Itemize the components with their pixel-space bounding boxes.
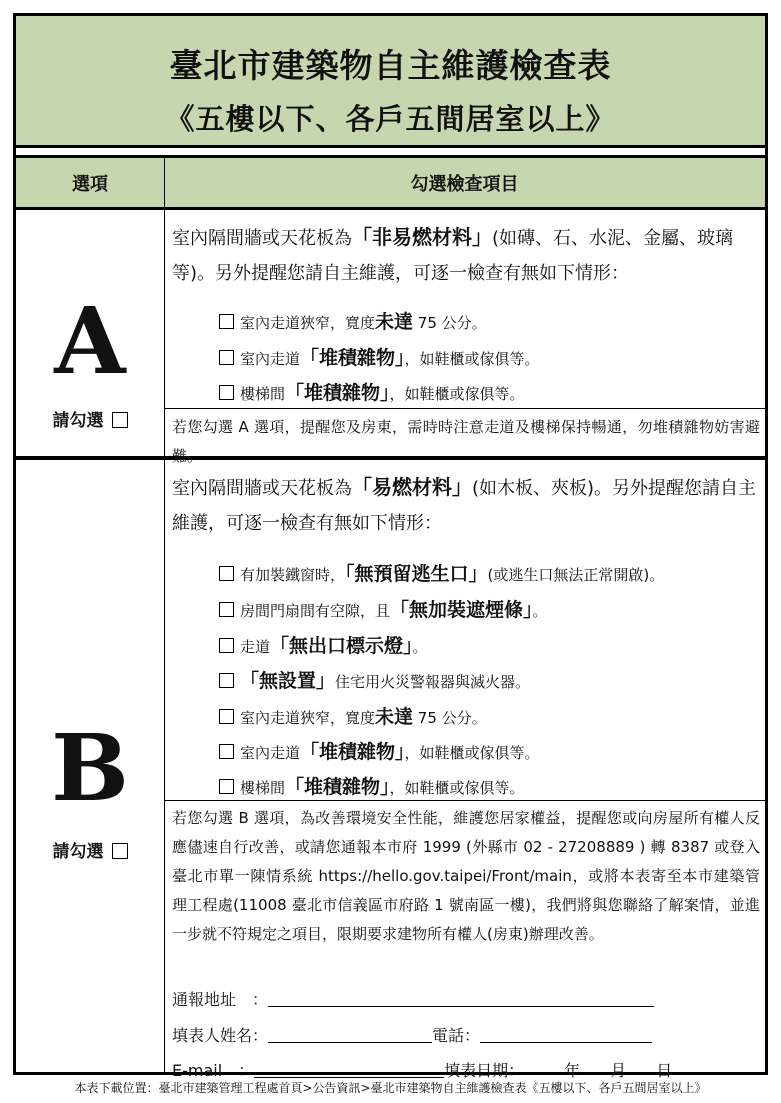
section-b-check[interactable] [16, 837, 164, 862]
item-text: 走道 [240, 638, 271, 656]
section-a-note: 若您勾選 A 選項，提醒您及房東，需時時注意走道及樓梯保持暢通，勿堆積雜物妨害避難。 [172, 418, 760, 465]
item-text: 室內走道 [240, 350, 301, 368]
check-item[interactable] [219, 702, 487, 729]
check-label: 請勾選 [52, 842, 104, 862]
checkbox[interactable] [219, 709, 234, 724]
item-text-post: 75 公分。 [413, 314, 487, 332]
item-text-post: ，如鞋櫃或傢俱等。 [404, 744, 540, 762]
intro-emphasis: 「非易燃材料」 [352, 225, 492, 249]
title-banner [16, 16, 765, 148]
checkbox-a[interactable] [112, 412, 128, 428]
checkbox[interactable] [219, 566, 234, 581]
name-line[interactable] [268, 1028, 432, 1043]
checkbox[interactable] [219, 744, 234, 759]
email-date-row [172, 1058, 672, 1081]
intro-text-post: (如木板、夾板)。另外提醒您請自主維護，可逐一檢查有無如下情形： [172, 478, 757, 534]
intro-text: 室內隔間牆或天花板為 [172, 478, 352, 499]
option-letter-b: B [51, 714, 129, 822]
day-label: 日 [656, 1061, 673, 1080]
item-emphasis: 「無預留逃生口」 [345, 563, 488, 585]
item-text-post: 住宅用火災警報器與滅火器。 [335, 673, 531, 691]
form-subtitle: 《五樓以下、各戶五間居室以上》 [165, 102, 616, 136]
address-field[interactable] [172, 987, 654, 1010]
intro-emphasis: 「易燃材料」 [352, 475, 472, 499]
check-item[interactable] [219, 666, 530, 693]
month-label: 月 [610, 1061, 627, 1080]
section-b-option [16, 460, 165, 1072]
header-option: 選項 [16, 158, 165, 207]
item-text: 樓梯間 [240, 385, 286, 403]
item-text-post: ，如鞋櫃或傢俱等。 [404, 350, 540, 368]
section-b-divider [164, 800, 765, 801]
item-text-post: 。 [412, 638, 428, 656]
checkbox[interactable] [219, 314, 234, 329]
item-emphasis: 「無加裝遮煙條」 [390, 599, 533, 621]
item-emphasis: 「無設置」 [240, 670, 336, 692]
item-text: 室內走道狹窄，寬度 [240, 709, 376, 727]
item-text: 房間門扇間有空隙，且 [240, 602, 391, 620]
name-phone-row [172, 1023, 652, 1046]
item-emphasis: 「無出口標示燈」 [270, 635, 413, 657]
item-emphasis: 「堆積雜物」 [300, 741, 405, 763]
address-label: 通報地址 ： [172, 990, 269, 1009]
header-check-items: 勾選檢查項目 [410, 173, 519, 195]
item-text-post: ，如鞋櫃或傢俱等。 [389, 779, 525, 797]
checkbox[interactable] [219, 779, 234, 794]
intro-text: 室內隔間牆或天花板為 [172, 228, 352, 249]
check-item[interactable] [219, 378, 525, 405]
item-emphasis: 「堆積雜物」 [285, 382, 390, 404]
item-text-post: (或逃生口無法正常開啟)。 [487, 566, 665, 584]
intro-text-post: (如磚、石、水泥、金屬、玻璃等)。另外提醒您請自主維護，可逐一檢查有無如下情形： [172, 228, 734, 284]
checkbox[interactable] [219, 638, 234, 653]
address-line[interactable] [268, 992, 654, 1007]
item-text: 樓梯間 [240, 779, 286, 797]
email-line[interactable] [254, 1063, 444, 1078]
check-item[interactable] [219, 343, 540, 370]
section-a [16, 210, 765, 465]
check-item[interactable] [219, 595, 548, 622]
section-a-option [16, 210, 165, 456]
phone-line[interactable] [480, 1028, 652, 1043]
phone-label: 電話： [432, 1026, 481, 1045]
check-item[interactable] [219, 631, 428, 658]
check-item[interactable] [219, 737, 540, 764]
section-a-divider [164, 408, 765, 409]
item-text: 有加裝鐵窗時， [240, 566, 346, 584]
option-letter-a: A [54, 287, 126, 395]
item-emphasis: 未達 [375, 706, 414, 728]
year-label: 年 [564, 1061, 581, 1080]
item-text-post: 。 [532, 602, 548, 620]
checkbox[interactable] [219, 673, 234, 688]
email-label: E-mail ： [172, 1061, 255, 1080]
form-frame [13, 13, 768, 1080]
title-spacer [16, 148, 765, 158]
item-text: 室內走道狹窄，寬度 [240, 314, 376, 332]
check-label: 請勾選 [52, 411, 104, 431]
item-emphasis: 「堆積雜物」 [285, 776, 390, 798]
item-emphasis: 「堆積雜物」 [300, 347, 405, 369]
date-label: 填表日期： [444, 1061, 525, 1080]
check-item[interactable] [219, 307, 487, 334]
section-b-note: 若您勾選 B 選項，為改善環境安全性能，維護您居家權益，提醒您或向房屋所有權人反應儘速自行改善，或請您通報本市府 1999 (外縣市 02 - 27208889 ) 轉 8387 或登入臺北市單一陳情系統 https://hello.gov.taipei/Front/main，或將本表寄至本市建築管理工程處(11008 臺北市信義區市府路 1 號南區一樓)，我們將與您聯絡了解案情，並進一步就不符規定之項目，限期要求建物所有權人(房東)辦理改善。 [172, 809, 760, 943]
checkbox-b[interactable] [112, 843, 128, 859]
item-text: 室內走道 [240, 744, 301, 762]
section-a-check[interactable] [16, 406, 164, 431]
section-a-intro [172, 220, 760, 291]
item-text-post: ，如鞋櫃或傢俱等。 [389, 385, 525, 403]
checkbox[interactable] [219, 350, 234, 365]
table-header [16, 158, 765, 210]
name-label: 填表人姓名： [172, 1026, 269, 1045]
checkbox[interactable] [219, 602, 234, 617]
section-b-intro [172, 470, 760, 541]
form-title: 臺北市建築物自主維護檢查表 [169, 46, 612, 85]
item-text-post: 75 公分。 [413, 709, 487, 727]
check-item[interactable] [219, 559, 664, 586]
footer-download-note: 本表下載位置：臺北市建築管理工程處首頁>公告資訊>臺北市建築物自主維護檢查表《五樓以下、各戶五間居室以上》 [74, 1081, 707, 1095]
checkbox[interactable] [219, 385, 234, 400]
check-item[interactable] [219, 772, 525, 799]
section-b [16, 460, 765, 1080]
item-emphasis: 未達 [375, 311, 414, 333]
